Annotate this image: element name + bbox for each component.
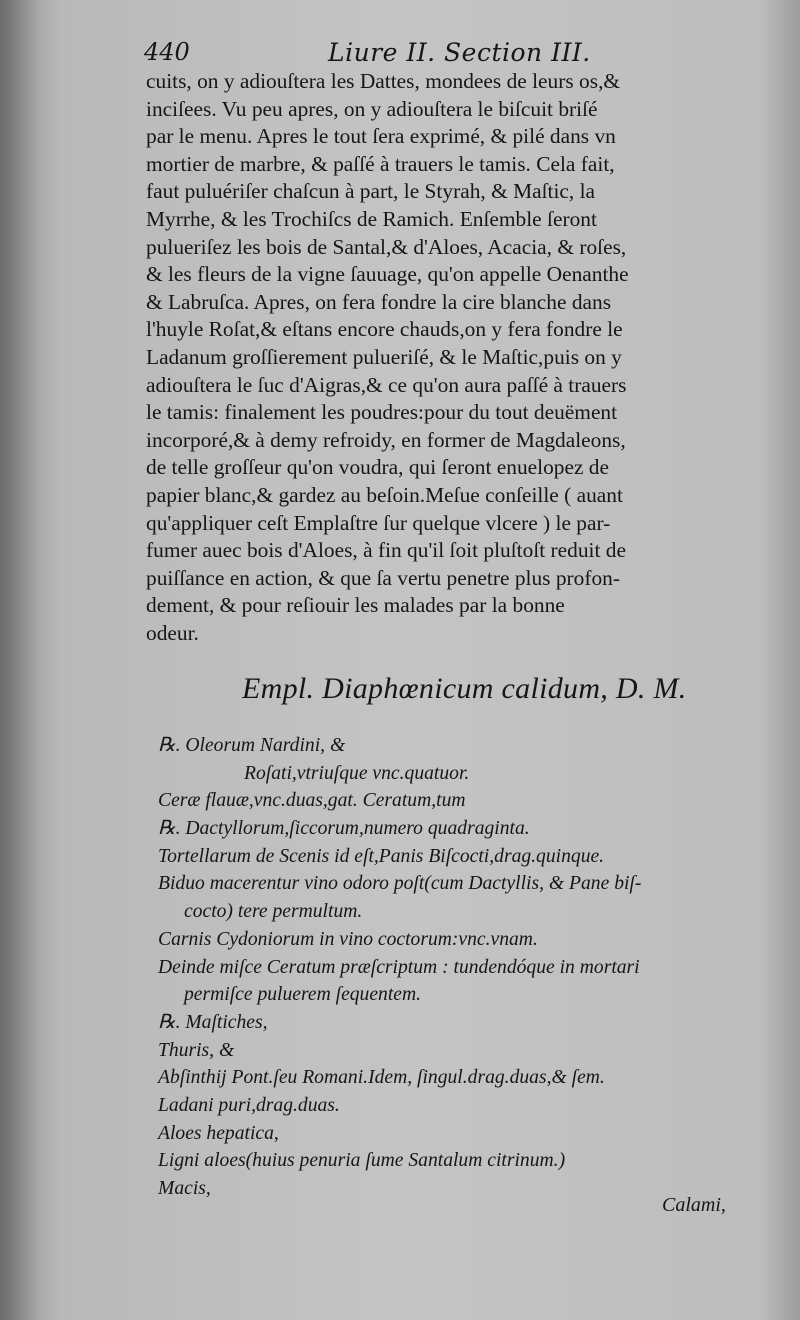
text-line: pulueriſez les bois de Santal,& d'Aloes, Acacia, & roſes,	[146, 234, 627, 259]
text-line: puiſſance en action, & que ſa vertu penetre plus profon-	[146, 565, 620, 590]
recipe-line: Deinde miſce Ceratum præſcriptum : tundendóque in mortari	[158, 956, 640, 978]
recipe-line: ℞. Dactyllorum,ſiccorum,numero quadraginta.	[158, 818, 530, 840]
recipe-line: Biduo macerentur vino odoro poſt(cum Dactyllis, & Pane biſ-	[158, 873, 642, 895]
text-line: de telle groſſeur qu'on voudra, qui ſeront enuelopez de	[146, 455, 610, 480]
recipe-line: Aloes hepatica,	[158, 1122, 279, 1144]
text-line: incorporé,& à demy refroidy, en former de Magdaleons,	[146, 427, 626, 452]
text-line: & Labruſca. Apres, on fera fondre la cire blanche dans	[146, 289, 612, 314]
running-head: Liure II. Section III.	[328, 38, 591, 67]
page-number: 440	[144, 38, 190, 66]
recipe-line: cocto) tere permultum.	[184, 901, 363, 923]
recipe-line: Macis,	[158, 1178, 211, 1199]
text-line: inciſees. Vu peu apres, on y adiouſtera le biſcuit briſé	[146, 96, 598, 121]
text-line: qu'appliquer ceſt Emplaſtre ſur quelque vlcere ) le par-	[146, 510, 611, 535]
recipe-line: Ceræ flauæ,vnc.duas,gat. Ceratum,tum	[158, 790, 466, 812]
recipe-line: ℞. Maſtiches,	[158, 1011, 268, 1033]
page-header	[140, 38, 760, 70]
text-line: & les fleurs de la vigne ſauuage, qu'on appelle Oenanthe	[146, 262, 629, 287]
recipe-line: Abſinthij Pont.ſeu Romani.Idem, ſingul.drag.duas,& ſem.	[158, 1067, 605, 1089]
recipe-line: permiſce puluerem ſequentem.	[184, 984, 422, 1006]
text-line: papier blanc,& gardez au beſoin.Meſue conſeille ( auant	[146, 482, 623, 507]
text-line: dement, & pour reſiouir les malades par la bonne	[146, 593, 565, 618]
text-line: odeur.	[146, 620, 199, 645]
recipe-line: Roſati,vtriuſque vnc.quatuor.	[244, 762, 470, 784]
recipe-line: Ligni aloes(huius penuria ſume Santalum citrinum.)	[158, 1150, 566, 1172]
text-line: faut puluériſer chaſcun à part, le Styrah, & Maſtic, la	[146, 179, 596, 204]
gutter-shadow	[0, 0, 40, 1320]
recipe-line: Ladani puri,drag.duas.	[158, 1094, 340, 1116]
recipe-line: Carnis Cydoniorum in vino coctorum:vnc.vnam.	[158, 928, 538, 950]
text-line: mortier de marbre, & paſſé à trauers le tamis. Cela fait,	[146, 151, 615, 176]
text-line: cuits, on y adiouſtera les Dattes, mondees de leurs os,&	[146, 69, 621, 93]
recipe-line: Tortellarum de Scenis id eſt,Panis Biſcocti,drag.quinque.	[158, 845, 605, 867]
text-line: Myrrhe, & les Trochiſcs de Ramich. Enſemble ſeront	[146, 206, 597, 231]
text-line: par le menu. Apres le tout ſera exprimé, & pilé dans vn	[146, 124, 616, 149]
recipe-title: Empl. Diaphœnicum calidum, D. M.	[242, 672, 687, 705]
body-paragraph	[146, 68, 746, 647]
text-line: Ladanum groſſierement pulueriſé, & le Maſtic,puis on y	[146, 344, 622, 369]
recipe-line: Thuris, &	[158, 1039, 235, 1061]
text-line: l'huyle Roſat,& eſtans encore chauds,on y fera fondre le	[146, 317, 623, 342]
catchword: Calami,	[662, 1194, 726, 1216]
text-line: fumer auec bois d'Aloes, à fin qu'il ſoit pluſtoſt reduit de	[146, 538, 626, 563]
recipe-list	[158, 732, 768, 1203]
recipe-line: ℞. Oleorum Nardini, &	[158, 735, 346, 756]
text-line: adiouſtera le ſuc d'Aigras,& ce qu'on aura paſſé à trauers	[146, 372, 627, 397]
text-line: le tamis: finalement les poudres:pour du tout deuëment	[146, 400, 618, 425]
